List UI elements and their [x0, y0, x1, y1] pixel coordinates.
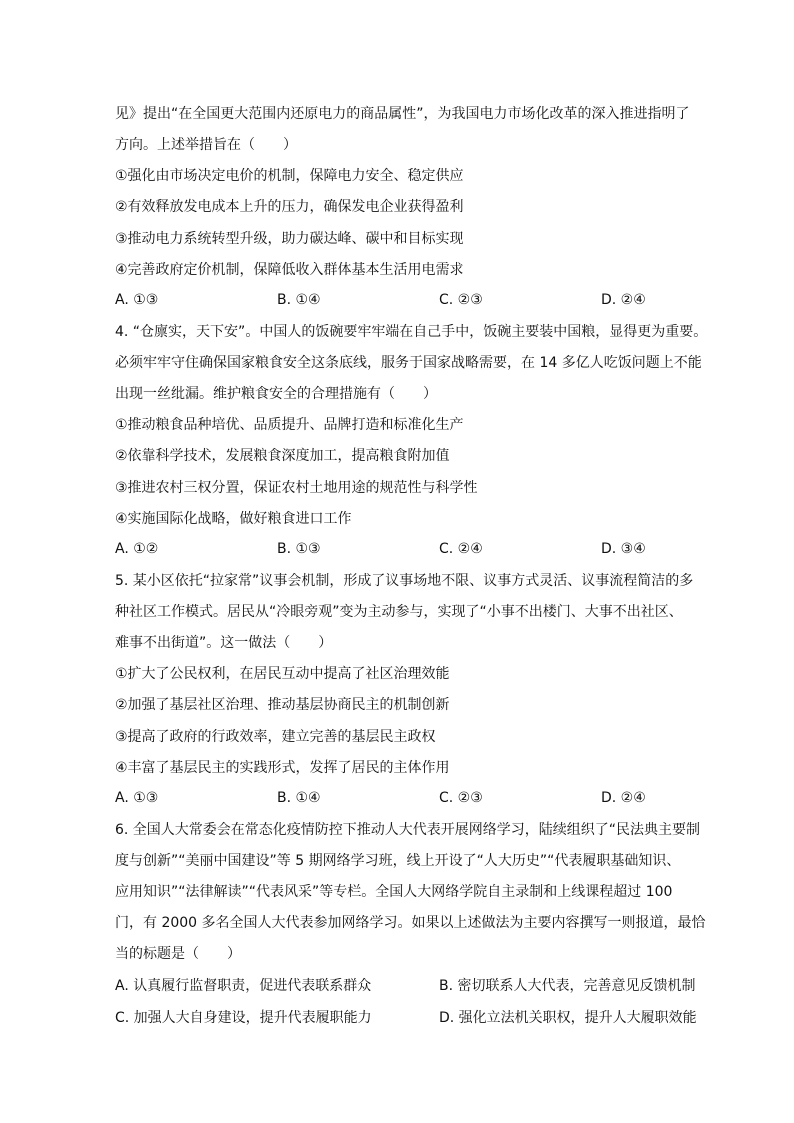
q5-stem-line-1: 5. 某小区依托“拉家常”议事会机制，形成了议事场地不限、议事方式灵活、议事流程简洁的多	[115, 573, 694, 589]
q3-statement-2: ②有效释放发电成本上升的压力，确保发电企业获得盈利	[115, 199, 464, 215]
q6-stem-line-3: 应用知识”“法律解读”“代表风采”等专栏。全国人大网络学院自主录制和上线课程超过 100	[115, 884, 673, 900]
q5-statement-3: ③提高了政府的行政效率，建立完善的基层民主政权	[115, 729, 436, 745]
q3-stem-line-2: 方向。上述举措旨在（ ）	[115, 137, 297, 153]
q3-stem-line-1: 见》提出“在全国更大范围内还原电力的商品属性”，为我国电力市场化改革的深入推进指明了	[115, 106, 690, 122]
q4-statement-4: ④实施国际化战略，做好粮食进口工作	[115, 511, 352, 527]
q4-stem-line-2: 必须牢牢守住确保国家粮食安全这条底线，服务于国家战略需要，在 14 多亿人吃饭问题上不能	[115, 355, 702, 371]
q3-option-d[interactable]: D. ②④	[601, 292, 646, 308]
q6-option-d[interactable]: D. 强化立法机关职权，提升人大履职效能	[439, 1010, 697, 1026]
q3-option-a[interactable]: A. ①③	[115, 292, 159, 308]
q3-statement-3: ③推动电力系统转型升级，助力碳达峰、碳中和目标实现	[115, 231, 464, 247]
q6-options-row-2	[115, 1008, 715, 1028]
q5-options	[115, 788, 715, 808]
q4-option-d[interactable]: D. ③④	[601, 541, 646, 557]
q5-option-b[interactable]: B. ①④	[277, 790, 321, 806]
q5-statement-1: ①扩大了公民权利，在居民互动中提高了社区治理效能	[115, 666, 450, 682]
q5-statement-4: ④丰富了基层民主的实践形式，发挥了居民的主体作用	[115, 760, 450, 776]
q5-statement-2: ②加强了基层社区治理、推动基层协商民主的机制创新	[115, 697, 450, 713]
q5-option-a[interactable]: A. ①③	[115, 790, 159, 806]
q3-option-c[interactable]: C. ②③	[439, 292, 483, 308]
q6-options-row-1	[115, 976, 715, 996]
q4-option-c[interactable]: C. ②④	[439, 541, 483, 557]
q4-option-b[interactable]: B. ①③	[277, 541, 321, 557]
q6-stem-line-5: 当的标题是（ ）	[115, 946, 241, 962]
q3-statement-4: ④完善政府定价机制，保障低收入群体基本生活用电需求	[115, 262, 464, 278]
q4-statement-2: ②依靠科学技术，发展粮食深度加工，提高粮食附加值	[115, 448, 450, 464]
q6-option-a[interactable]: A. 认真履行监督职责，促进代表联系群众	[115, 978, 372, 994]
q4-options	[115, 539, 715, 559]
q6-option-b[interactable]: B. 密切联系人大代表，完善意见反馈机制	[439, 978, 696, 994]
q6-stem-line-1: 6. 全国人大常委会在常态化疫情防控下推动人大代表开展网络学习，陆续组织了“民法典主要制	[115, 822, 701, 838]
q4-option-a[interactable]: A. ①②	[115, 541, 159, 557]
q4-statement-3: ③推进农村三权分置，保证农村土地用途的规范性与科学性	[115, 480, 478, 496]
q4-stem-line-3: 出现一丝纰漏。维护粮食安全的合理措施有（ ）	[115, 386, 437, 402]
q3-options	[115, 290, 715, 310]
q6-option-c[interactable]: C. 加强人大自身建设，提升代表履职能力	[115, 1010, 372, 1026]
q5-option-c[interactable]: C. ②③	[439, 790, 483, 806]
q6-stem-line-4: 门，有 2000 多名全国人大代表参加网络学习。如果以上述做法为主要内容撰写一则报道，最恰	[115, 915, 706, 931]
q3-option-b[interactable]: B. ①④	[277, 292, 321, 308]
q4-stem-line-1: 4. “仓廪实，天下安”。中国人的饭碗要牢牢端在自己手中，饭碗主要装中国粮，显得更为重要。	[115, 324, 708, 340]
q5-option-d[interactable]: D. ②④	[601, 790, 646, 806]
q5-stem-line-3: 难事不出街道”。这一做法（ ）	[115, 635, 333, 651]
q4-statement-1: ①推动粮食品种培优、品质提升、品牌打造和标准化生产	[115, 417, 464, 433]
q5-stem-line-2: 种社区工作模式。居民从“冷眼旁观”变为主动参与，实现了“小事不出楼门、大事不出社区、	[115, 604, 683, 620]
q6-stem-line-2: 度与创新”“美丽中国建设”等 5 期网络学习班，线上开设了“人大历史”“代表履职基础知识、	[115, 853, 681, 869]
q3-statement-1: ①强化由市场决定电价的机制，保障电力安全、稳定供应	[115, 168, 464, 184]
